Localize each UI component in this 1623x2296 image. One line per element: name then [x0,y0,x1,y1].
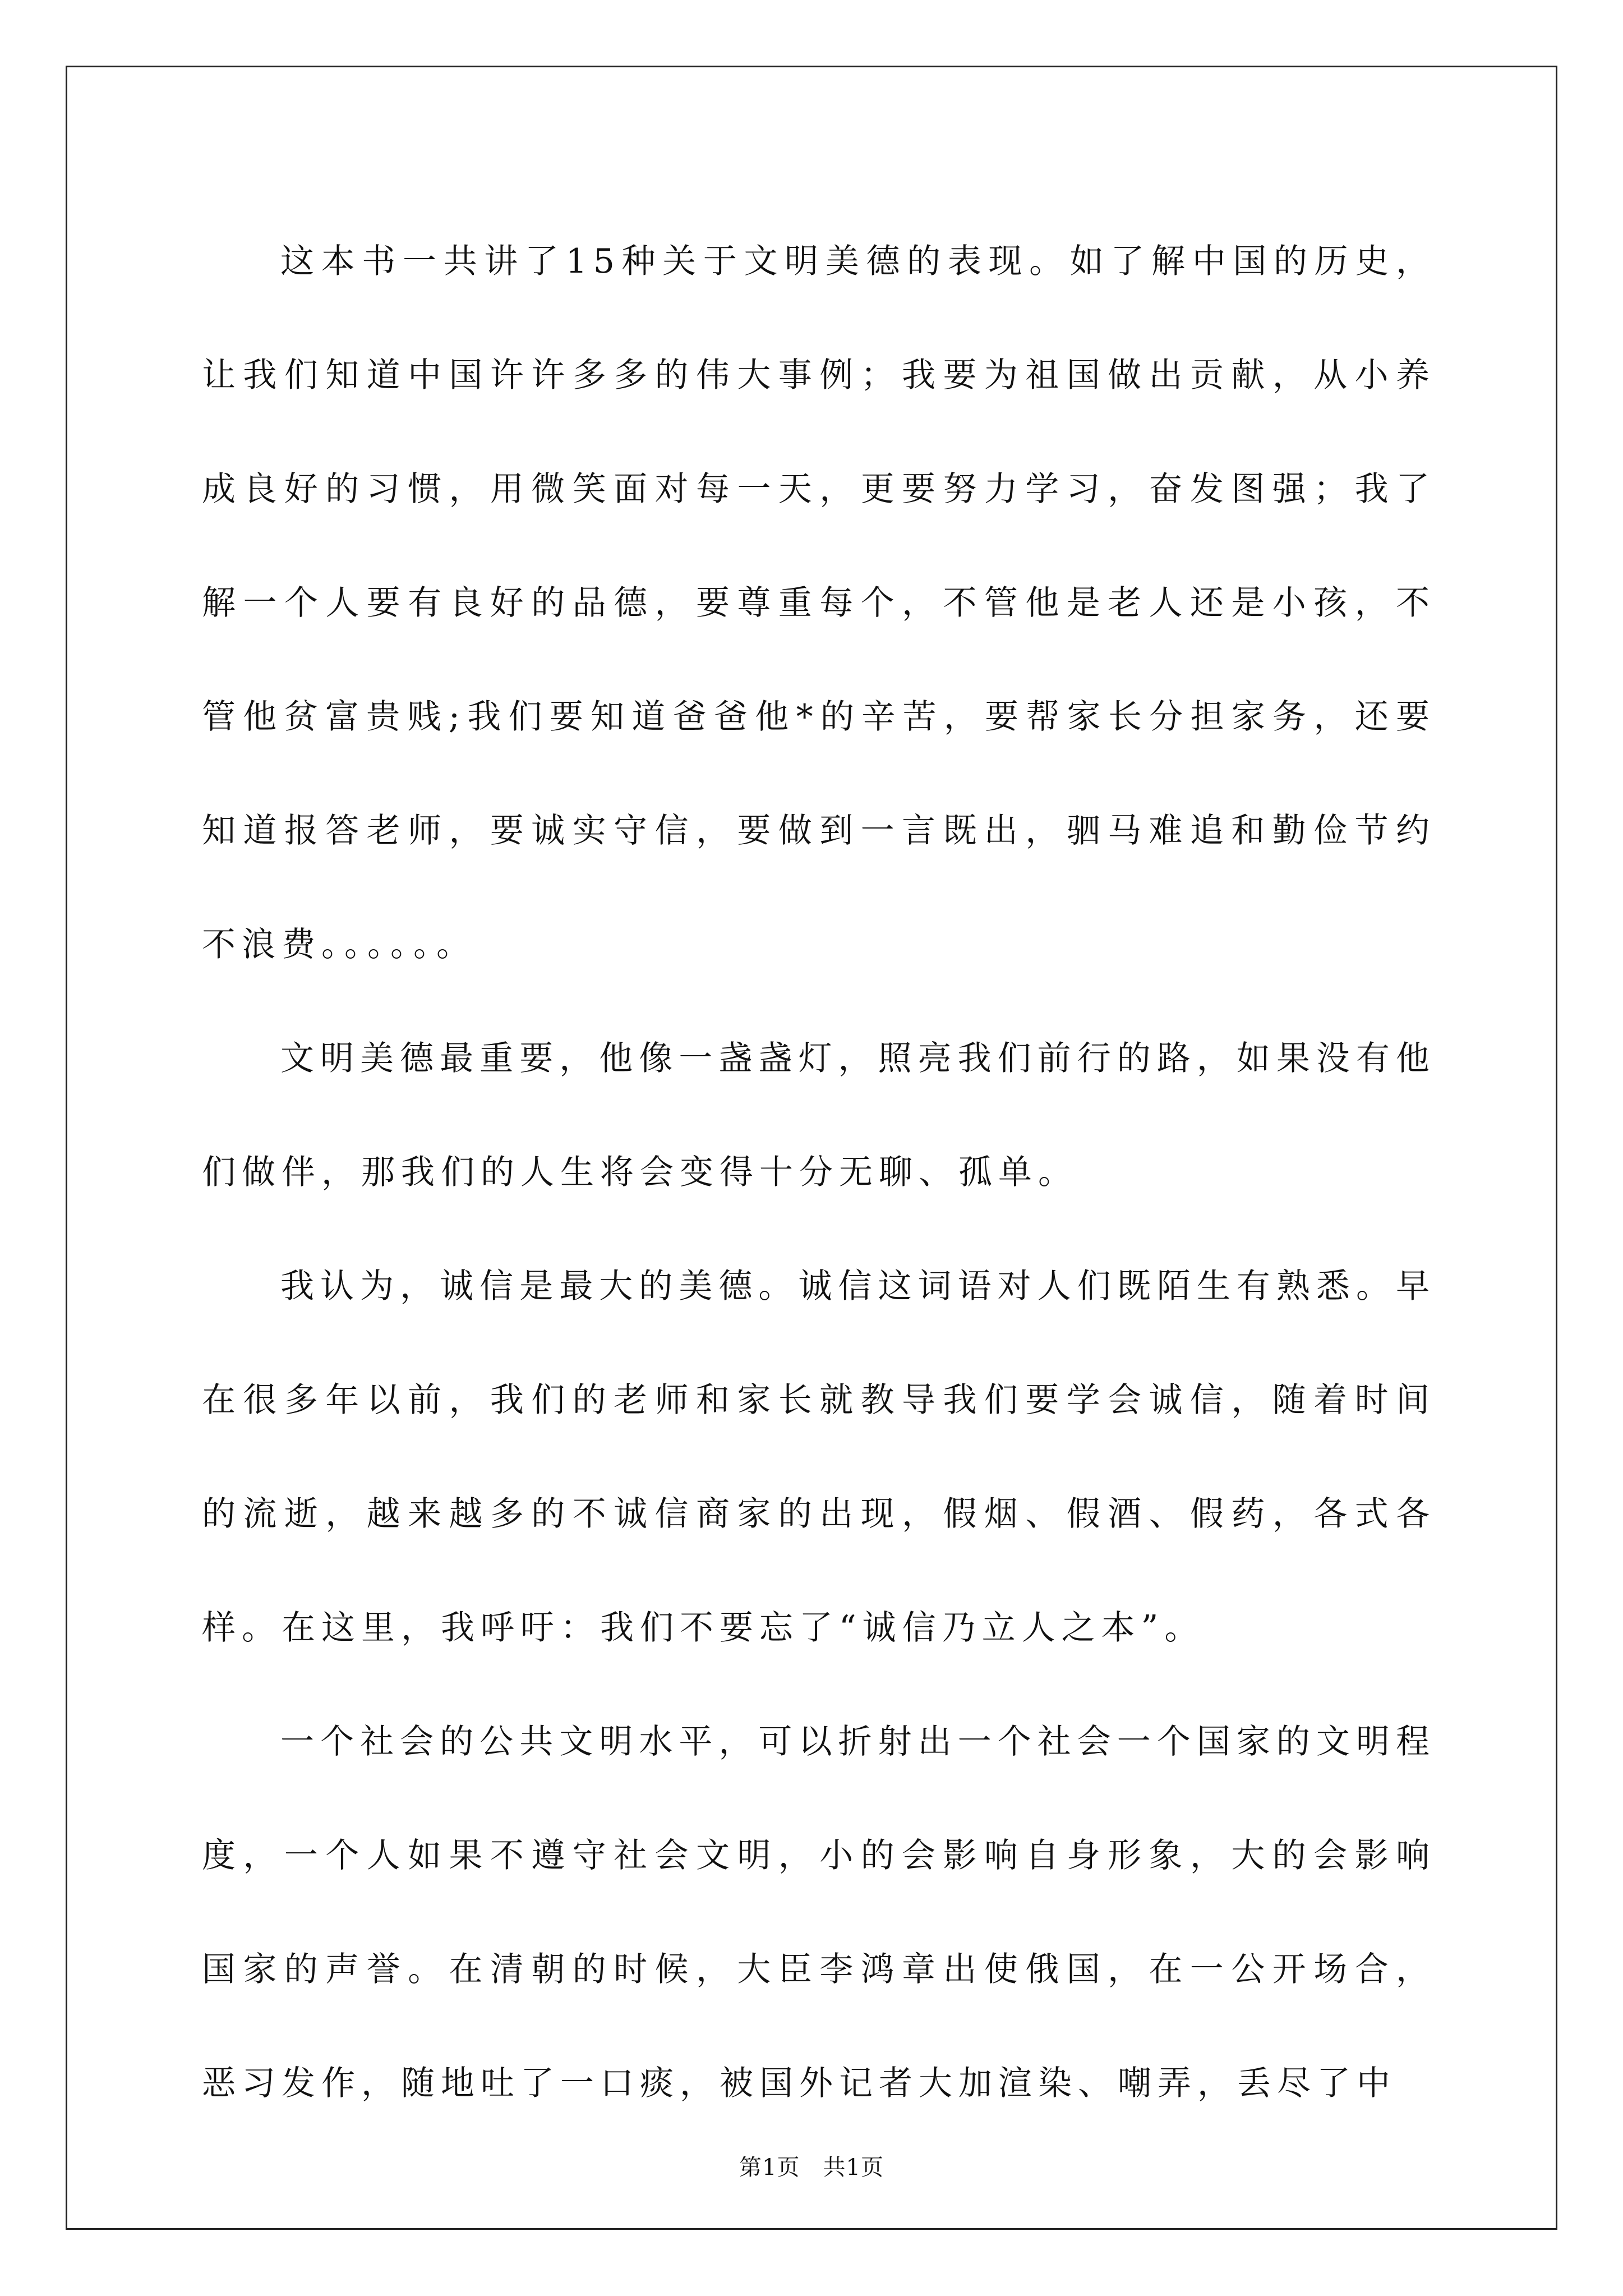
paragraph-3: 我认为，诚信是最大的美德。诚信这词语对人们既陌生有熟悉。早在很多年以前，我们的老师和家长就教导我们要学会诚信，随着时间的流逝，越来越多的不诚信商家的出现，假烟、假酒、假药，各式各样。在这里，我呼吁：我们不要忘了“诚信乃立人之本”。 [202,1267,1436,1648]
paragraph-1: 这本书一共讲了15种关于文明美德的表现。如了解中国的历史，让我们知道中国许许多多的伟大事例；我要为祖国做出贡献，从小养成良好的习惯，用微笑面对每一天，更要努力学习，奋发图强；我了解一个人要有良好的品德，要尊重每个，不管他是老人还是小孩，不管他贫富贵贱;我们要知道爸爸他*的辛苦，要帮家长分担家务，还要知道报答老师，要诚实守信，要做到一言既出，驷马难追和勤俭节约不浪费。。。。。。 [202,242,1436,964]
page-number-footer: 第1页 共1页 [739,2155,884,2180]
document-body [202,205,1436,2141]
paragraph-4: 一个社会的公共文明水平，可以折射出一个社会一个国家的文明程度，一个人如果不遵守社会文明，小的会影响自身形象，大的会影响国家的声誉。在清朝的时候，大臣李鸿章出使俄国，在一公开场合，恶习发作，随地吐了一口痰，被国外记者大加渲染、嘲弄，丢尽了中 [202,1722,1436,2103]
paragraph-2: 文明美德最重要，他像一盏盏灯，照亮我们前行的路，如果没有他们做伴，那我们的人生将会变得十分无聊、孤单。 [202,1039,1436,1192]
